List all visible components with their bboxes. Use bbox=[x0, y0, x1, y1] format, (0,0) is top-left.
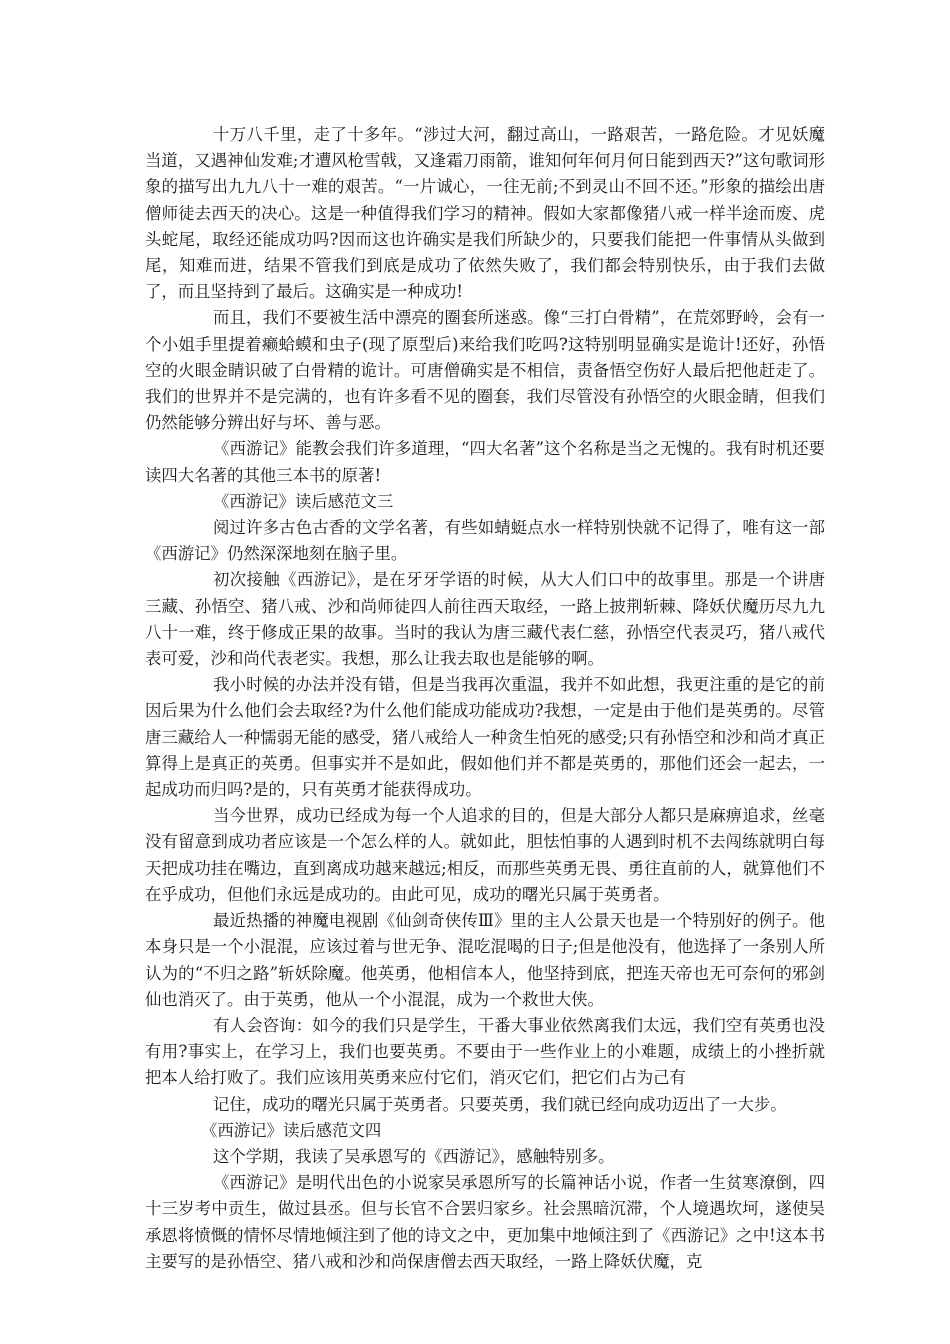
paragraph: 有人会咨询：如今的我们只是学生，干番大事业依然离我们太远，我们空有英勇也没有用?事实上，在学习上，我们也要英勇。不要由于一些作业上的小难题，成绩上的小挫折就把本人给打败了。我们应该用英勇来应付它们，消灭它们，把它们占为己有 bbox=[145, 1015, 825, 1088]
section-heading: 《西游记》读后感范文三 bbox=[213, 491, 394, 511]
paragraph: 而且，我们不要被生活中漂亮的圈套所迷惑。像“三打白骨精”，在荒郊野岭，会有一个小姐手里提着癞蛤蟆和虫子(现了原型后)来给我们吃吗?这特别明显确实是诡计!还好，孙悟空的火眼金睛识破了白骨精的诡计。可唐僧确实是不相信，责备悟空伤好人最后把他赶走了。我们的世界并不是完满的，也有许多看不见的圈套，我们尽管没有孙悟空的火眼金睛，但我们仍然能够分辨出好与坏、善与恶。 bbox=[145, 308, 825, 433]
section-heading: 《西游记》读后感范文四 bbox=[201, 1120, 382, 1140]
paragraph: 最近热播的神魔电视剧《仙剑奇侠传Ⅲ》里的主人公景天也是一个特别好的例子。他本身只是一个小混混，应该过着与世无争、混吃混喝的日子;但是他没有，他选择了一条别人所认为的“不归之路”斩妖除魔。他英勇，他相信本人，他坚持到底，把连天帝也无可奈何的邪剑仙也消灭了。由于英勇，他从一个小混混，成为一个救世大侠。 bbox=[145, 911, 825, 1009]
paragraph: 《西游记》是明代出色的小说家吴承恩所写的长篇神话小说，作者一生贫寒潦倒，四十三岁考中贡生，做过县丞。但与长官不合罢归家乡。社会黑暗沉滞，个人境遇坎坷，遂使吴承恩将愤慨的情怀尽情地倾注到了他的诗文之中，更加集中地倾注到了《西游记》之中!这本书主要写的是孙悟空、猪八戒和沙和尚保唐僧去西天取经，一路上降妖伏魔，克 bbox=[145, 1173, 825, 1271]
paragraph: 这个学期，我读了吴承恩写的《西游记》，感触特别多。 bbox=[213, 1146, 615, 1166]
paragraph: 当今世界，成功已经成为每一个人追求的目的，但是大部分人都只是麻痹追求，丝毫没有留意到成功者应该是一个怎么样的人。就如此，胆怯怕事的人遇到时机不去闯练就明白每天把成功挂在嘴边，直到离成功越来越远;相反，而那些英勇无畏、勇往直前的人，就算他们不在乎成功，但他们永远是成功的。由此可见，成功的曙光只属于英勇者。 bbox=[145, 806, 825, 904]
paragraph: 我小时候的办法并没有错，但是当我再次重温，我并不如此想，我更注重的是它的前因后果为什么他们会去取经?为什么他们能成功能成功?我想，一定是由于他们是英勇的。尽管唐三藏给人一种懦弱无能的感受，猪八戒给人一种贪生怕死的感受;只有孙悟空和沙和尚才真正算得上是真正的英勇。但事实并不是如此，假如他们并不都是英勇的，那他们还会一起去，一起成功而归吗?是的，只有英勇才能获得成功。 bbox=[145, 675, 825, 800]
paragraph: 初次接触《西游记》，是在牙牙学语的时候，从大人们口中的故事里。那是一个讲唐三藏、孙悟空、猪八戒、沙和尚师徒四人前往西天取经，一路上披荆斩棘、降妖伏魔历尽九九八十一难，终于修成正果的故事。当时的我认为唐三藏代表仁慈，孙悟空代表灵巧，猪八戒代表可爱，沙和尚代表老实。我想，那么让我去取也是能够的啊。 bbox=[145, 570, 825, 669]
paragraph: 十万八千里，走了十多年。“涉过大河，翻过高山，一路艰苦，一路危险。才见妖魔当道，又遇神仙发难;才遭风枪雪戟，又逢霜刀雨箭，谁知何年何月何日能到西天?”这句歌词形象的描写出九九八十一难的艰苦。“一片诚心，一往无前;不到灵山不回不还。”形象的描绘出唐僧师徒去西天的决心。这是一种值得我们学习的精神。假如大家都像猪八戒一样半途而废、虎头蛇尾，取经还能成功吗?因而这也许确实是我们所缺少的，只要我们能把一件事情从头做到尾，知难而进，结果不管我们到底是成功了依然失败了，我们都会特别快乐，由于我们去做了，而且坚持到了最后。这确实是一种成功! bbox=[145, 125, 825, 302]
paragraph: 阅过许多古色古香的文学名著，有些如蜻蜓点水一样特别快就不记得了，唯有这一部《西游记》仍然深深地刻在脑子里。 bbox=[145, 518, 825, 564]
document-body bbox=[145, 122, 825, 1275]
paragraph: 记住，成功的曙光只属于英勇者。只要英勇，我们就已经向成功迈出了一大步。 bbox=[213, 1094, 787, 1114]
paragraph: 《西游记》能教会我们许多道理，“四大名著”这个名称是当之无愧的。我有时机还要读四大名著的其他三本书的原著! bbox=[145, 439, 825, 485]
